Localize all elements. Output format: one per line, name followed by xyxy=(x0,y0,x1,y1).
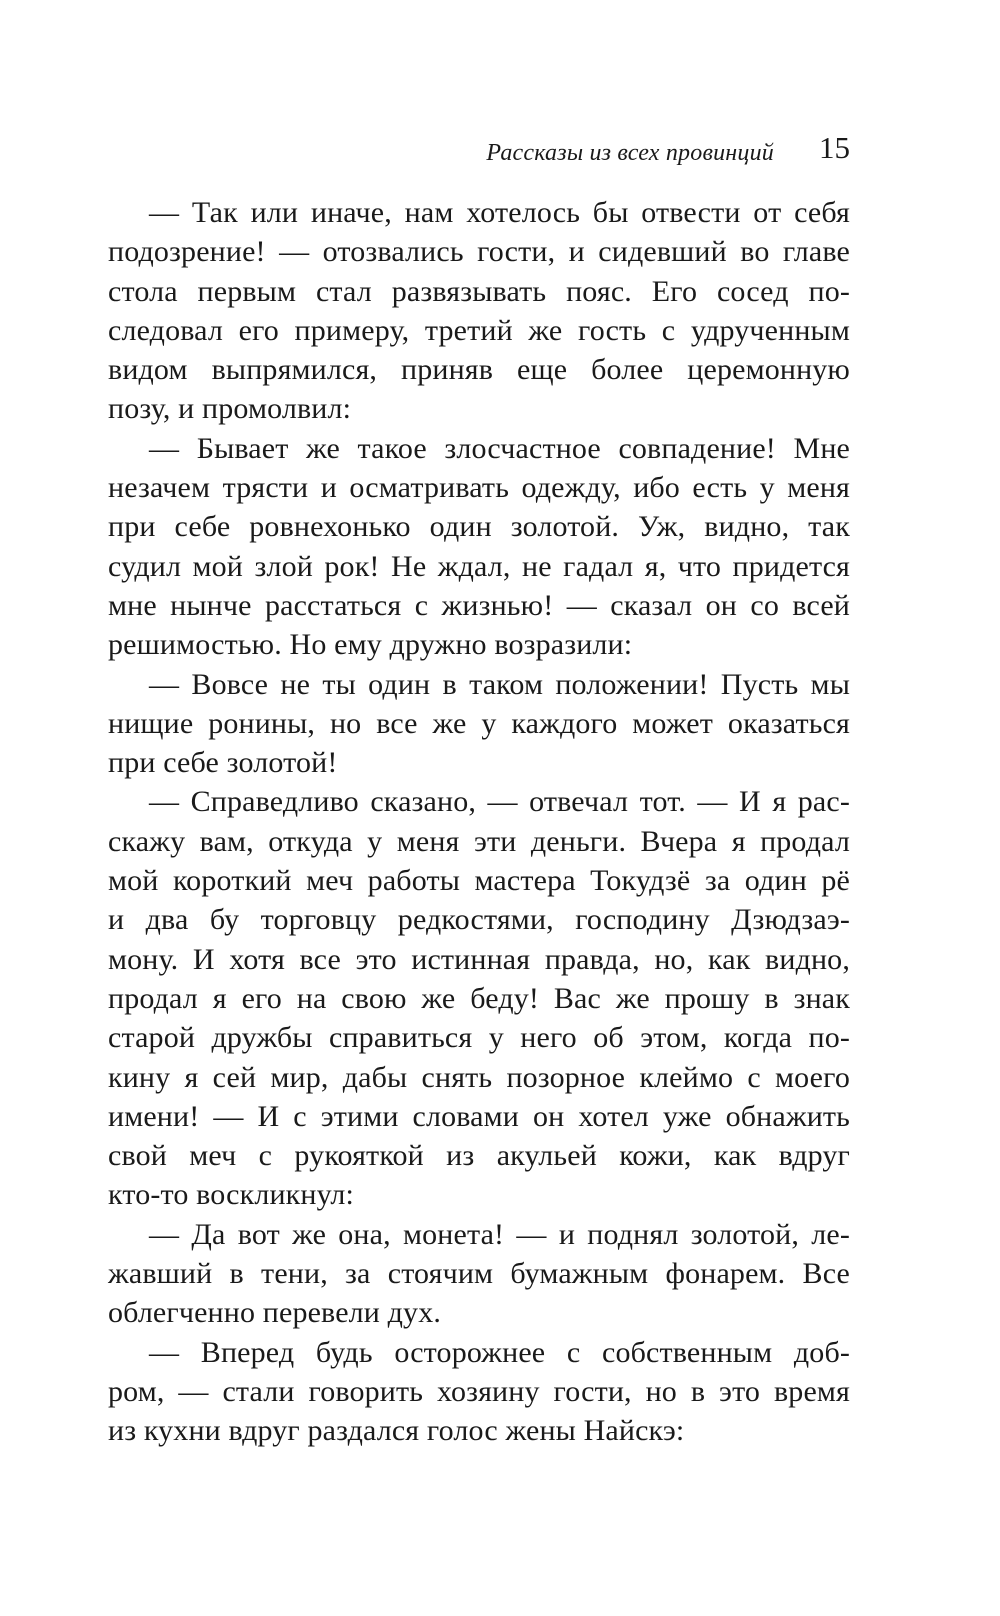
text-line: из кухни вдруг раздался голос жены Найскэ: xyxy=(108,1414,685,1448)
text-line: — Бывает же такое злосчастное совпадение! Мне xyxy=(149,431,850,465)
text-line: следовал его примеру, третий же гость с удрученным xyxy=(108,313,850,347)
text-line: решимостью. Но ему дружно возразили: xyxy=(108,628,633,662)
text-line: имени! — И с этими словами он хотел уже обнажить xyxy=(108,1099,850,1133)
text-line: кто-то воскликнул: xyxy=(108,1178,355,1212)
text-line: — Вперед будь осторожнее с собственным доб- xyxy=(149,1335,850,1369)
body-text xyxy=(108,193,850,1451)
text-line: облегченно перевели дух. xyxy=(108,1296,441,1330)
running-title: Рассказы из всех провинций xyxy=(486,140,774,166)
text-line: позу, и промолвил: xyxy=(108,392,352,426)
text-line: мне нынче расстаться с жизнью! — сказал он со всей xyxy=(108,588,850,622)
page-number: 15 xyxy=(819,130,850,165)
text-line: скажу вам, откуда у меня эти деньги. Вчера я продал xyxy=(108,824,850,858)
text-line: кину я сей мир, дабы снять позорное клеймо с моего xyxy=(108,1060,850,1094)
text-line: видом выпрямился, приняв еще более церемонную xyxy=(108,353,850,387)
text-line: подозрение! — отозвались гости, и сидевший во главе xyxy=(108,235,850,269)
text-line: продал я его на свою же беду! Вас же прошу в знак xyxy=(108,981,850,1015)
text-line: жавший в тени, за стоячим бумажным фонарем. Все xyxy=(108,1257,850,1291)
running-head xyxy=(108,126,850,174)
text-line: — Да вот же она, монета! — и поднял золотой, ле- xyxy=(149,1217,850,1251)
text-line: стола первым стал развязывать пояс. Его сосед по- xyxy=(108,274,850,308)
text-line: при себе ровнехонько один золотой. Уж, видно, так xyxy=(108,510,850,544)
text-line: старой дружбы справиться у него об этом, когда по- xyxy=(108,1021,850,1055)
text-line: при себе золотой! xyxy=(108,746,338,780)
text-line: нищие ронины, но все же у каждого может оказаться xyxy=(108,706,850,740)
text-line: судил мой злой рок! Не ждал, не гадал я, что придется xyxy=(108,549,850,583)
text-line: — Вовсе не ты один в таком положении! Пусть мы xyxy=(149,667,850,701)
text-line: ром, — стали говорить хозяину гости, но в это время xyxy=(108,1374,850,1408)
text-line: — Так или иначе, нам хотелось бы отвести от себя xyxy=(149,196,850,229)
text-line: незачем трясти и осматривать одежду, ибо есть у меня xyxy=(108,471,850,505)
text-line: свой меч с рукояткой из акульей кожи, как вдруг xyxy=(108,1139,850,1173)
text-line: и два бу торговцу редкостями, господину Дзюдзаэ- xyxy=(108,903,850,937)
text-line: — Справедливо сказано, — отвечал тот. — И я рас- xyxy=(149,785,850,819)
text-line: мой короткий меч работы мастера Токудзё за один рё xyxy=(108,864,850,898)
text-line: мону. И хотя все это истинная правда, но, как видно, xyxy=(108,942,850,976)
